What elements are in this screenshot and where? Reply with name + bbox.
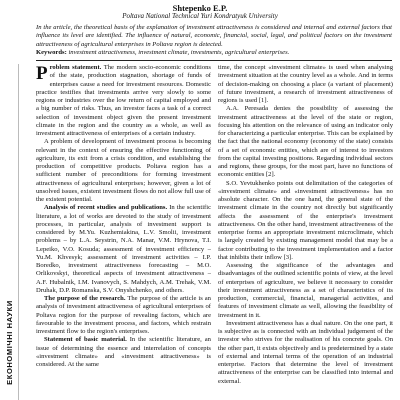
section-heading: The purpose of the research. [44, 295, 126, 302]
side-label-text: ЕКОНОМІЧНІ НАУКИ [4, 299, 14, 385]
section-heading: Analysis of recent studies and publications. [44, 204, 168, 212]
paragraph-text: A.A. Peresada denies the possibility of assessing the investment attractiveness at the level of the state or region, focusing his attention on the relevance of using an indicator only for characterizing a particular enterprise. This can be explained by the fact that the national economy (economy of the state) consists of a set of economic entities, which are of interest to investors from the capital investing positions. Regarding individual sectors and regions, these groups, for the most part, have no functions of economic entities [2]. [218, 105, 393, 179]
side-margin-line [18, 64, 19, 400]
paragraph-text: The modern socio-economic conditions of the state, production stagnation, shortage of funds of enterprises cause a need for investment resources. Domestic practice testifies that investments arrive very slowly to some regions or industries over the low return of capital employed and a big number of risks. Thus, an investor faces a task of a correct selection of investment object given the present investment climate in the region and the country as a whole, as well as investment attractiveness of enterprises of a certain industry. [36, 64, 211, 137]
abstract: In the article, the theoretical basis of the explanation of investment attractiveness is considered and internal and external factors that influence its level are identified. The influence of natural, economic, financial, social, legal, and political factors on the investment attractiveness of agricultural enterprises in Poltava region is detected. [36, 24, 392, 48]
side-section-label [2, 286, 16, 398]
left-column [36, 64, 211, 400]
drop-cap: P [36, 64, 48, 84]
keywords-text: investment attractiveness, investment climate, investments, agricultural enterprises. [68, 49, 290, 56]
paragraph-purpose [36, 295, 211, 336]
author-name: Shtepenko E.P. [172, 3, 228, 13]
paragraph-text: The purpose of the article is an analysis of investment attractiveness of agricultural enterprises of Poltava region for the purpose of revealing factors, which are favourable to the investment process, and factors, which restrain investment flow to the region's enterprises. [36, 295, 211, 335]
paragraph-text: time, the concept «investment climate» is used when analysing investment situation at the country level as a whole. And in terms of decision-making on choosing a place (a variant of placement) of future investment, a research of investment attractiveness of regions is used [1]. [218, 64, 393, 104]
paragraph-text: Assessing the significance of the advantages and disadvantages of the outlined scientific points of view, at the level of enterprises of agriculture, we believe it necessary to consider their investment attractiveness as a set of characteristics of its production, commercial, financial, managerial activities, and features of investment climate as well, allowing the feasibility of investment in it. [218, 262, 393, 319]
keywords-line [36, 49, 392, 57]
paragraph-text: A problem of development of investment process is becoming relevant in the context of ensuring the effective functioning of agriculture, its exit from a crisis condition, and establishing the production of competitive products. Poltava region has a sufficient number of preconditions for forming investment attractiveness of agricultural enterprises; however, given a lot of unsolved issues, existent investment flows do not allow full use of the existent potential. [36, 138, 211, 203]
paragraph-text: In the scientific literature, a lot of works are devoted to the study of investment processes, in particular, analysis of investment support is considered by M.Yu. Kuzhemiakina, L.V. Smolii, investment problems – by L.A. Seystrin, N.A. Manar, V.M. Hrynova, T.I. Lepeiko, V.O. Kosuda; assessment of investment efficiency – Yu.M. Khvesyk; assessment of investment activities – I.P. Boredko, investment attractiveness forecasting – M.O. Orlikovskyi, theoretical aspects of investment attractiveness – A.F. Hubalnik, I.M. Ivanovych, S. Mahdych, A.M. Trehak, V.M. Druhak, D.P. Romanska, S.V. Onyshchenko, and others. [36, 204, 211, 294]
paragraph-text: S.O. Yevtukhenko points out delimitation of the categories of «investment climate» and «investment attractiveness» has no absolute character. On the one hand, the general state of the investment climate in the country not directly but significantly affects the assessment of the enterprise's investment attractiveness. On the other hand, investment attractiveness of the enterprise forms an appropriate investment microclimate, which is largely created by existing management model that may be a factor contributing to the investment implementation and a factor that inhibits their inflow [3]. [218, 179, 393, 261]
paragraph-text: In the scientific literature, an issue of determining the essence and interrelation of concepts «investment climate» and «investment attractiveness» is considered. At the same [36, 336, 211, 368]
paragraph-problem-statement [36, 64, 211, 138]
paragraph-basic-material [36, 336, 211, 369]
section-heading: Statement of basic material. [44, 336, 127, 344]
header-divider [36, 60, 392, 61]
paragraph-recent-studies [36, 204, 211, 295]
author-affiliation: Poltava National Technical Yuri Kondratyuk University [122, 12, 278, 20]
section-heading: roblem statement. [49, 64, 102, 71]
keywords-label: Keywords: [36, 49, 67, 56]
paragraph-text: Investment attractiveness has a dual nature. On the one part, it is subjective as is connected with an individual judgement of the investor who strives for the realisation of his concrete goals. On the other part, it exists objectively and is predetermined by a state of external and internal terms of the operation of an industrial enterprise. Factors that determine the level of investment attractiveness of the enterprise can be classified into internal and external. [218, 319, 393, 385]
right-column [218, 64, 393, 400]
